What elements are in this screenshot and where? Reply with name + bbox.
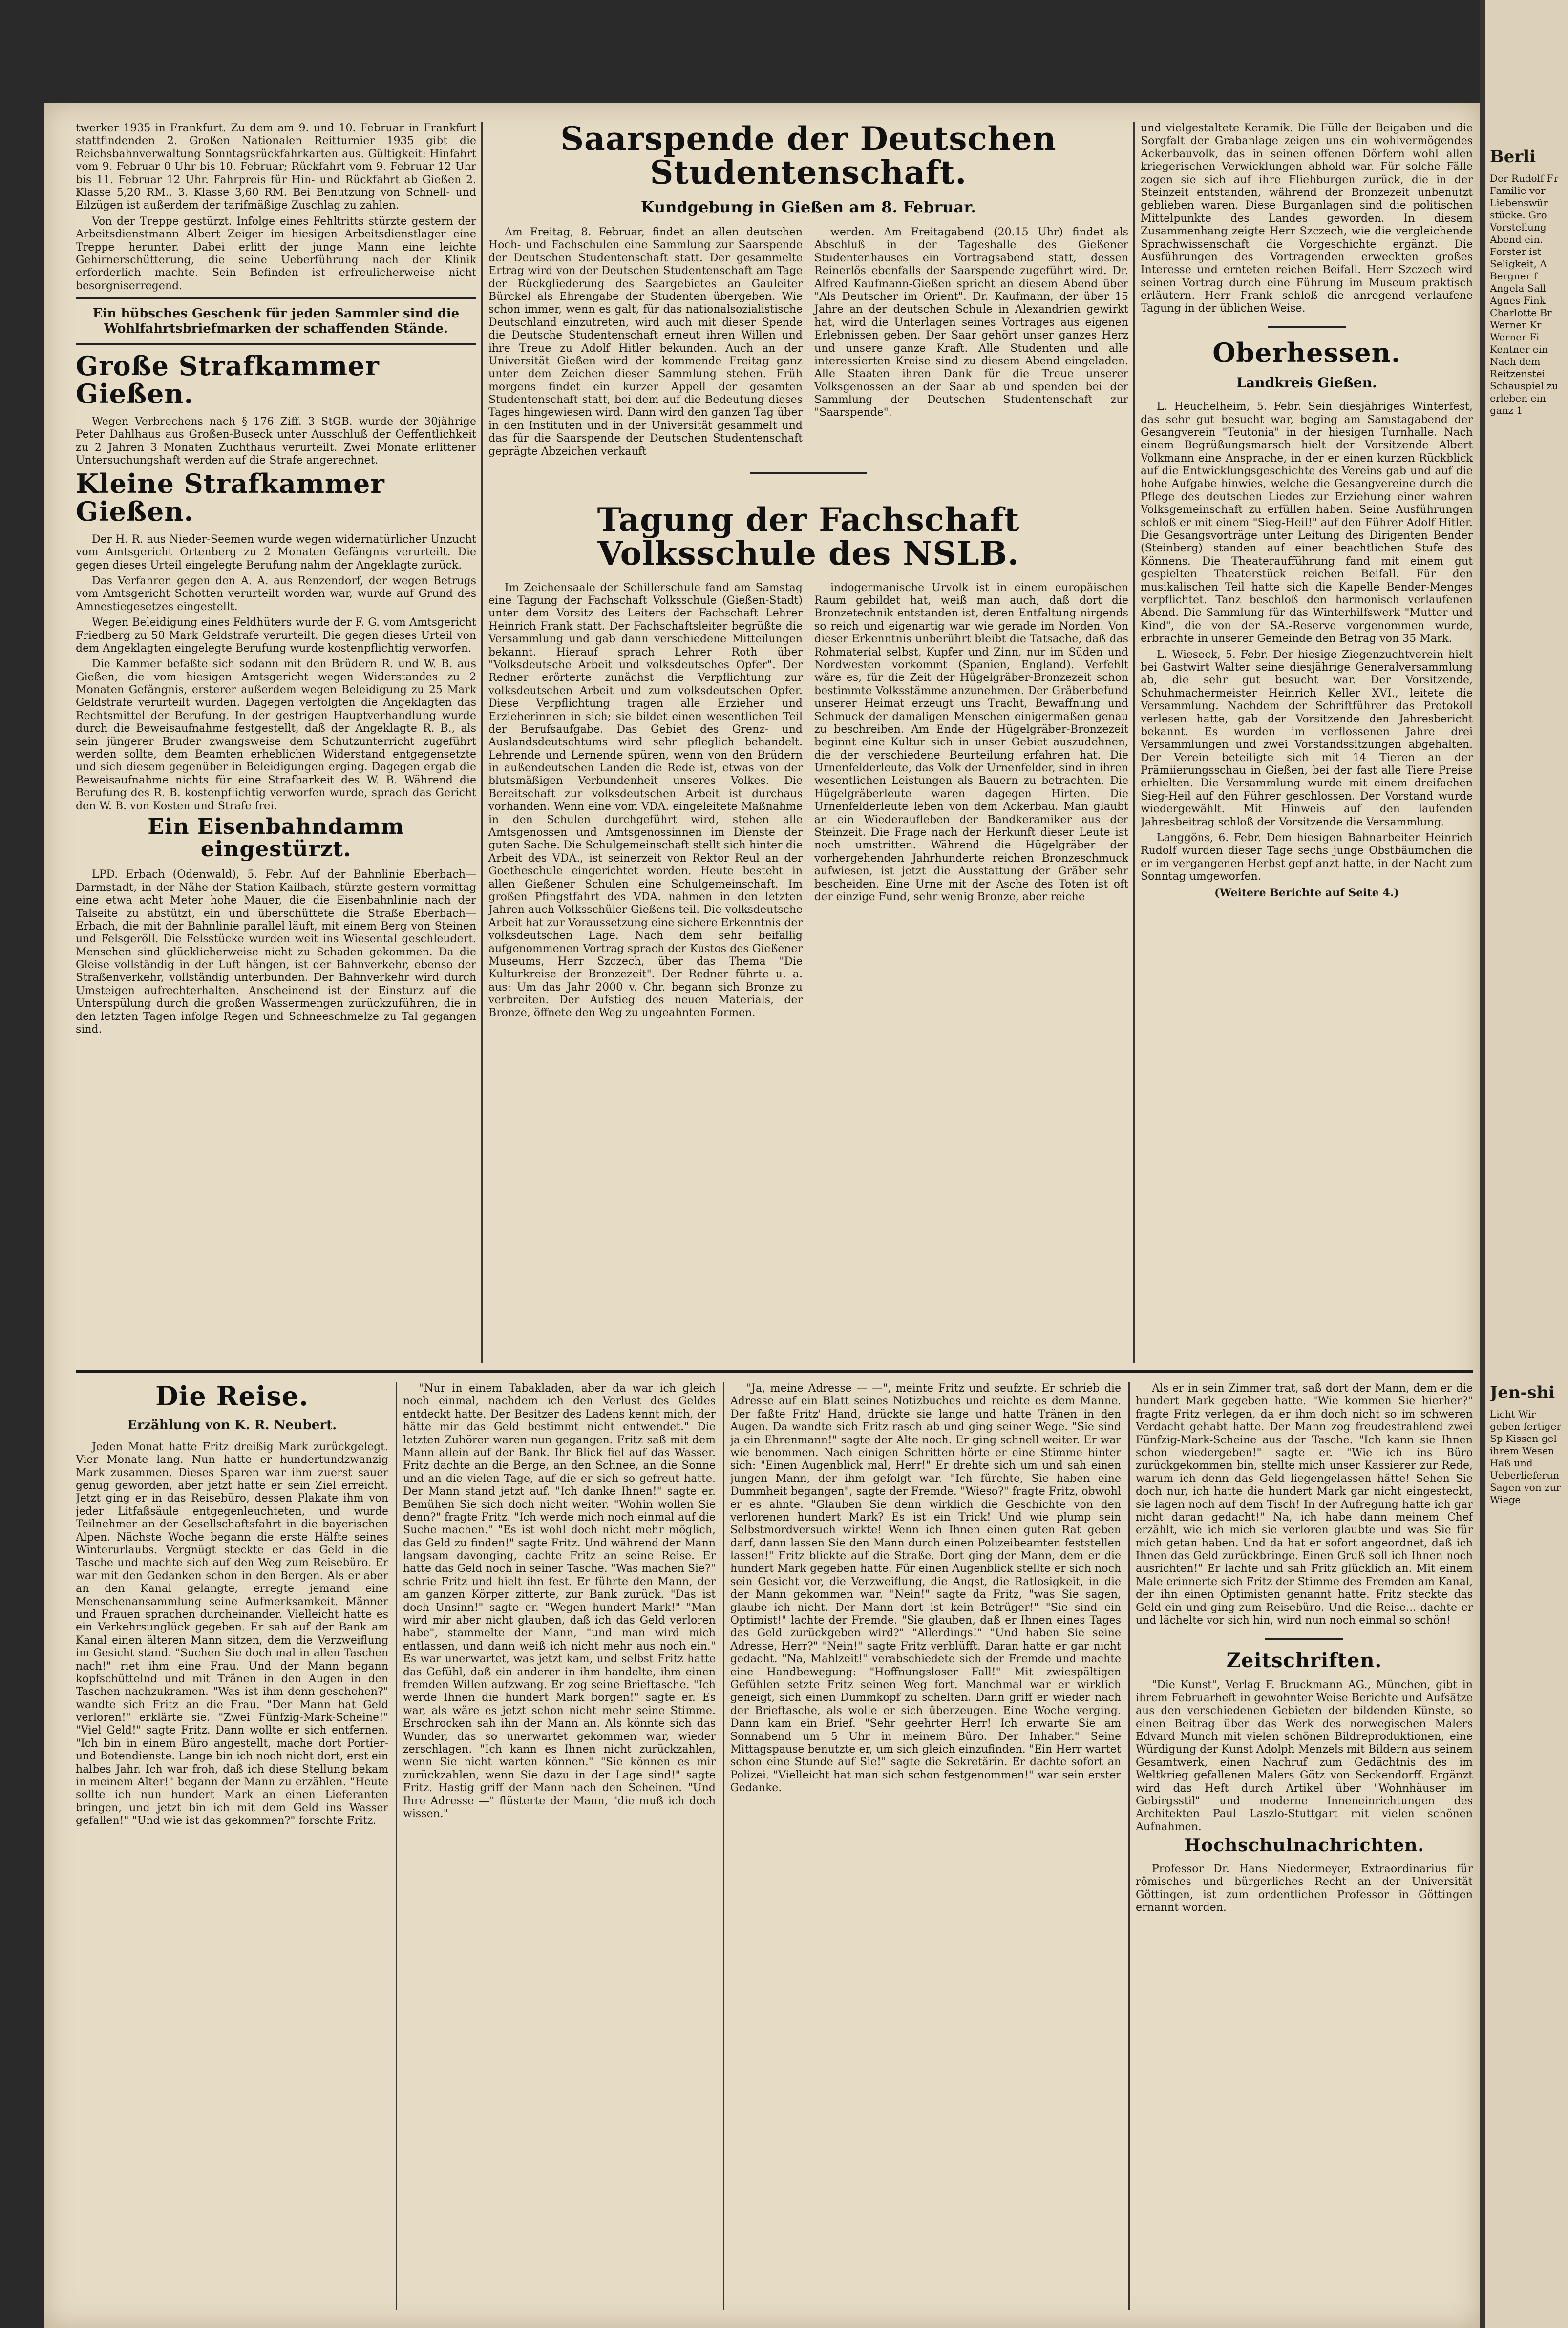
zeitschriften-text: "Die Kunst", Verlag F. Bruckmann AG., München, gibt in ihrem Februarheft in gewohnter Weise Berichte und Aufsätze aus den verschiedenen Gebieten der bildenden Künste, so einen Beitrag über das Werk des norwegischen Malers Edvard Munch mit vielen schönen Bildreproduktionen, eine Würdigung der Kunst Adolph Menzels mit Bildern aus seinem Gesamtwerk, einen Nachruf zum Gedächtnis des im Weltkrieg gefallenen Malers Götz von Seckendorff. Ergänzt wird das Heft durch Artikel über "Wohnhäuser im Gebirgsstil" und moderne Inneneinrichtungen des Architekten Paul Laszlo-Stuttgart mit vielen schönen Aufnahmen. bbox=[1136, 1679, 1473, 1833]
headline-oberhessen: Oberhessen. bbox=[1212, 337, 1401, 368]
column-1 bbox=[76, 122, 476, 1363]
saarspende-col-a: Am Freitag, 8. Februar, findet an allen deutschen Hoch- und Fachschulen eine Sammlung zur Saarspende der Deutschen Studentenschaft statt. Der gesammelte Ertrag wird von der Deutschen Studentenschaft am Tage der Rückgliederung des Saargebietes an Gauleiter Bürckel als Ehrengabe der Studenten übergeben. Wie schon immer, wenn es galt, für das nationalsozialistische Deutschland einzutreten, wird auch mit dieser Spende die Deutsche Studentenschaft erneut ihren Willen und ihre Treue zu Adolf Hitler bekunden. Auch an der Universität Gießen wird der kommende Freitag ganz unter dem Zeichen dieser Sammlung stehen. Früh morgens findet ein kurzer Appell der gesamten Studentenschaft statt, bei dem auf die Bedeutung dieses Tages hingewiesen wird. Dann wird den ganzen Tag über in den Instituten und in der Universität gesammelt und das für die Saarspende der Deutschen Studentenschaft geprägte Abzeichen verkauft bbox=[488, 226, 803, 458]
subhead-landkreis: Landkreis Gießen. bbox=[1236, 374, 1377, 391]
headline-nslb: Tagung der Fachschaft Volksschule des NSLB. bbox=[597, 503, 1020, 573]
saarspende-col-b: werden. Am Freitagabend (20.15 Uhr) findet als Abschluß in der Tageshalle des Gießener Studentenhauses ein Vortragsabend statt, dessen Reinerlös ebenfalls der Saarspende zugeführt wird. Dr. Alfred Kaufmann-Gießen spricht an diesem Abend über "Als Deutscher im Orient". Dr. Kaufmann, der über 15 Jahre an der deutschen Schule in Alexandrien gewirkt hat, wird die Unterlagen seines Vortrages aus eigenen Erlebnissen geben. Der Saar gehört unser ganzes Herz und unsere ganze Kraft. Alle Studenten und alle interessierten Kreise sind zu diesem Abend eingeladen. Alle Staaten ihren Dank für die Treue unserer Volksgenossen an der Saar ab und spenden bei der Sammlung der Deutschen Studentenschaft zur "Saarspende". bbox=[814, 226, 1128, 419]
kleine-strafkammer-text-4: Die Kammer befaßte sich sodann mit den Brüdern R. und W. B. aus Gießen, die vom hiesigen Amtsgericht wegen Widerstandes zu 2 Monaten Gefängnis, ersterer außerdem wegen Beleidigung zu 25 Mark Geldstrafe verurteilt wurden. Dagegen verfolgten die Angeklagten das Rechtsmittel der Berufung. In der gestrigen Hauptverhandlung wurde durch die Beweisaufnahme festgestellt, daß der Angeklagte R. B., als sein jüngerer Bruder zwangsweise dem Schutzunterricht zugeführt werden sollte, dem Beamten erheblichen Widerstand entgegensetzte und sich diesem gegenüber in Beleidigungen erging. Dagegen ergab die Beweisaufnahme nichts für eine Strafbarkeit des W. B. Während die Berufung des R. B. kostenpflichtig verworfen wurde, sprach das Gericht den W. B. von Kosten und Strafe frei. bbox=[76, 658, 476, 812]
nslb-article bbox=[488, 503, 1128, 1363]
hochschul-text: Professor Dr. Hans Niedermeyer, Extraordinarius für römisches und bürgerliches Recht an der Universität Göttingen, ist zum ordentlichen Professor in Göttingen ernannt worden. bbox=[1136, 1862, 1473, 1914]
divider-rule bbox=[750, 472, 867, 474]
heuchelheim-text: L. Heuchelheim, 5. Febr. Sein diesjähriges Winterfest, das sehr gut besucht war, beging am Samstagabend der Gesangverein "Teutonia" in der hiesigen Turnhalle. Nach einem Begrüßungsmarsch hielt der Vorsitzende Albert Volkmann eine Ansprache, in der er einen kurzen Rückblick auf die Entwicklungsgeschichte des Vereins gab und auf die hohe Aufgabe hinwies, welche die Gesangvereine durch die Pflege des deutschen Liedes zur Erziehung einer wahren Volksgemeinschaft zu erfüllen haben. Seine Ausführungen schloß er mit einem "Sieg-Heil!" auf den Führer Adolf Hitler. Die Gesangsvorträge unter Leitung des Dirigenten Bender (Steinberg) standen auf einer beachtlichen Stufe des Könnens. Die Theateraufführung fand mit einem gut gespielten Theaterstück reichen Beifall. Für den musikalischen Teil hatte sich die Kapelle Bender-Menges verpflichtet. Tanz beschloß den harmonisch verlaufenen Abend. Die Sammlung für das Winterhilfswerk "Mutter und Kind", die von der SA.-Reserve vorgenommen wurde, erbrachte in unserer Gemeinde den Betrag von 35 Mark. bbox=[1141, 401, 1473, 645]
column-divider-1 bbox=[481, 122, 483, 1363]
rail-ticket-notice: twerker 1935 in Frankfurt. Zu dem am 9. und 10. Februar in Frankfurt stattfindenden 2. Großen Nationalen Reitturnier 1935 gibt die Reichsbahnverwaltung Sonntagsrückfahrkarten aus. Gültigkeit: Hinfahrt vom 9. Februar 0 Uhr bis 10. Februar; Rückfahrt vom 9. Februar 12 Uhr bis 11. Februar 12 Uhr. Fahrpreis für Hin- und Rückfahrt ab Gießen 2. Klasse 5,20 RM., 3. Klasse 3,60 RM. Bei Benutzung von Schnell- und Eilzügen ist außerdem der tarifmäßige Zuschlag zu zahlen. bbox=[76, 122, 476, 212]
kleine-strafkammer-text-1: Der H. R. aus Nieder-Seemen wurde wegen widernatürlicher Unzucht vom Amtsgericht Ortenberg zu 2 Monaten Gefängnis verurteilt. Die gegen dieses Urteil eingelegte Berufung nahm der Angeklagte zurück. bbox=[76, 533, 476, 571]
eisenbahndamm-text: LPD. Erbach (Odenwald), 5. Febr. Auf der Bahnlinie Eberbach—Darmstadt, in der Nähe der Station Kailbach, stürzte gestern vormittag eine etwa acht Meter hohe Mauer, die die Eisenbahnlinie nach der Talseite zu abstützt, ein und überschüttete die Straße Eberbach—Erbach, die mit der Bahnlinie parallel läuft, mit einem Berg von Steinen und Felsgeröll. Die Felsstücke wurden weit ins Wiesental geschleudert. Menschen sind glücklicherweise nicht zu Schaden gekommen. Da die Gleise vollständig in der Luft hängen, ist der Bahnverkehr, ebenso der Straßenverkehr, vollständig unterbunden. Der Bahnverkehr wird durch Umsteigen aufrechterhalten. Anscheinend ist der Einsturz auf die Unterspülung durch die großen Wassermengen zurückzuführen, die in den letzten Tagen infolge Regen und Schneeschmelze zu Tal gegangen sind. bbox=[76, 868, 476, 1036]
headline-eisenbahndamm: Ein Eisenbahndamm eingestürzt. bbox=[148, 814, 404, 862]
divider-rule-reise bbox=[1265, 1638, 1343, 1640]
headline-die-reise: Die Reise. bbox=[155, 1382, 309, 1412]
headline-saarspende: Saarspende der Deutschen Studentenschaft. bbox=[560, 122, 1057, 192]
more-reports-note: (Weitere Berichte auf Seite 4.) bbox=[1214, 886, 1399, 899]
edge-text-bottom: Licht Wir geben fertiger Sp Kissen gel ihrem Wesen Haß und Ueberlieferun Sagen von zur Wiege bbox=[1490, 1408, 1561, 1505]
reise-col-4 bbox=[1136, 1382, 1473, 2310]
reise-text-1: Jeden Monat hatte Fritz dreißig Mark zurückgelegt. Vier Monate lang. Nun hatte er hundertundzwanzig Mark zusammen. Dieses Sparen war ihm zuerst sauer genug geworden, aber jetzt hatte er sein Ziel erreicht. Jetzt ging er in das Reisebüro, dessen Plakate ihm von jeder Litfaßsäule entgegenleuchteten, und wurde Teilnehmer an der Gesellschaftsfahrt in die bayerischen Alpen. Nächste Woche begann die erste Hälfte seines Winterurlaubs. Vergnügt steckte er das Geld in die Tasche und machte sich auf den Weg zum Reisebüro. Er war mit den Gedanken schon in den Bergen. Als er aber an den Kanal gelangte, erregte jemand eine Menschenansammlung seine Aufmerksamkeit. Männer und Frauen sprachen durcheinander. Vielleicht hatte es ein Verkehrsunglück gegeben. Er sah auf der Bank am Kanal einen älteren Mann sitzen, dem die Verzweiflung im Gesicht stand. "Suchen Sie doch mal in allen Taschen nach!" riet ihm eine Frau. Und der Mann begann kopfschüttelnd und mit Tränen in den Augen in den Taschen nachzukramen. "Was ist ihm denn geschehen?" wandte sich Fritz an die Frau. "Der Mann hat Geld verloren!" erklärte sie. "Zwei Fünfzig-Mark-Scheine!" "Viel Geld!" sagte Fritz. Dann wollte er sich entfernen. "Ich bin in einem Büro angestellt, mache dort Portier- und Botendienste. Lange bin ich noch nicht dort, erst ein halbes Jahr. Ich war froh, daß ich diese Stellung bekam in meinem Alter!" begann der Mann zu erzählen. "Heute sollte ich nun hundert Mark an einen Lieferanten bringen, und jetzt bin ich mit dem Geld ins Wasser gefallen!" "Und wie ist das gekommen?" forschte Fritz. bbox=[76, 1440, 388, 1827]
reise-text-2: "Nur in einem Tabakladen, aber da war ich gleich noch einmal, nachdem ich den Verlust des Geldes entdeckt hatte. Der Besitzer des Ladens kennt mich, der hätte mir das Geld bestimmt nicht entwendet." Die letzten Zuhörer waren nun gegangen. Fritz saß mit dem Mann allein auf der Bank. Ihr Blick fiel auf das Wasser. Fritz dachte an die Berge, an den Schnee, an die Sonne und an die vielen Tage, auf die er sich so gefreut hatte. Der Mann stand jetzt auf. "Ich danke Ihnen!" sagte er. Bemühen Sie sich doch nicht weiter. "Wohin wollen Sie denn?" fragte Fritz. "Ich werde mich noch einmal auf die Suche machen." "Es ist wohl doch nicht mehr möglich, das Geld zu finden!" sagte Fritz. Und während der Mann langsam davonging, dachte Fritz an seine Reise. Er hatte das Geld noch in seiner Tasche. "Was machen Sie?" schrie Fritz und hielt ihn fest. Er führte den Mann, der am ganzen Körper zitterte, zur Bank zurück. "Das ist doch Unsinn!" sagte er. "Wegen hundert Mark!" "Man wird mir aber nicht glauben, daß ich das Geld verloren habe", stammelte der Mann, "und man wird mich entlassen, und dann weiß ich nicht mehr aus noch ein." Es war unerwartet, was jetzt kam, und selbst Fritz hatte das Gefühl, daß ein anderer in ihm handelte, ihm einen fremden Willen aufzwang. Er zog seine Brieftasche. "Ich werde Ihnen die hundert Mark borgen!" sagte er. Es war, als wäre es jetzt schon nicht mehr seine Stimme. Erschrocken sah ihn der Mann an. Als könnte sich das Wunder, das so unerwartet gekommen war, wieder zerschlagen. "Ich kann es Ihnen nicht zurückzahlen, wenn Sie nicht warten können." "Sie können es mir zurückzahlen, wenn Sie dazu in der Lage sind!" sagte Fritz. Hastig griff der Mann nach den Scheinen. "Und Ihre Adresse —" flüsterte der Mann, "die muß ich doch wissen." bbox=[403, 1382, 716, 1820]
edge-text-top: Der Rudolf Fr Familie vor Liebenswür stücke. Gro Vorstellung Abend ein. Forster ist Seligkeit, A Bergner f Angela Sall Agnes Fink Charlotte Br Werner Kr Werner Fi Kentner ein Nach dem Reitzenstei Schauspiel zu erleben ein ganz 1 bbox=[1490, 172, 1559, 416]
headline-grosse-strafkammer: Große Strafkammer Gießen. bbox=[76, 350, 380, 410]
saarspende-article bbox=[488, 122, 1128, 498]
section-divider bbox=[76, 1370, 1473, 1373]
kleine-strafkammer-text-2: Das Verfahren gegen den A. A. aus Renzendorf, der wegen Betrugs vom Amtsgericht Schotten verurteilt worden war, wurde auf Grund des Amnestiegesetzes eingestellt. bbox=[76, 574, 476, 613]
column-divider-5 bbox=[1128, 1382, 1130, 2310]
divider-rule-right bbox=[1268, 326, 1346, 328]
kleine-strafkammer-text-3: Wegen Beleidigung eines Feldhüters wurde der F. G. vom Amtsgericht Friedberg zu 50 Mark Geldstrafe verurteilt. Die gegen dieses Urteil von dem Angeklagten eingelegte Berufung wurde kostenpflichtig verworfen. bbox=[76, 616, 476, 655]
reise-col-3 bbox=[730, 1382, 1121, 2310]
reise-col-2 bbox=[403, 1382, 716, 2310]
reise-col-1 bbox=[76, 1382, 388, 2310]
headline-kleine-strafkammer: Kleine Strafkammer Gießen. bbox=[76, 468, 385, 528]
nslb-col-a: Im Zeichensaale der Schillerschule fand am Samstag eine Tagung der Fachschaft Volksschule (Gießen-Stadt) unter dem Vorsitz des Leiters der Fachschaft Lehrer Heinrich Frank statt. Der Fachschaftsleiter begrüßte die Versammlung und gab dann verschiedene Mitteilungen bekannt. Hierauf sprach Lehrer Roth über "Volksdeutsche Arbeit und volksdeutsches Opfer". Der Redner erörterte zunächst die Verpflichtung zur volksdeutschen Arbeit und zum volksdeutschen Opfer. Diese Verpflichtung tragen alle Erzieher und Erzieherinnen in sich; sie bildet einen wesentlichen Teil der Berufsaufgabe. Das Gebiet des Grenz- und Auslandsdeutschtums wird sehr pfleglich behandelt. Lehrende und Lernende spüren, wenn von den Brüdern in außendeutschen Landen die Rede ist, etwas von der blutsmäßigen Verbundenheit unseres Volkes. Die Bereitschaft zur volksdeutschen Arbeit ist durchaus vorhanden. Wenn eine vom VDA. eingeleitete Maßnahme in den Schulen durchgeführt wird, stehen alle Amtsgenossen und Amtsgenossinnen im Dienste der guten Sache. Die Schulgemeinschaft stellt sich hinter die Arbeit des VDA., ist seinerzeit von Rektor Reul an der Goetheschule eingerichtet worden. Heute besteht in allen Gießener Schulen eine Schulgemeinschaft. Im großen Pfingstfahrt des VDA. nahmen in den letzten Jahren auch Volksschüler Gießens teil. Die volksdeutsche Arbeit hat zur Voraussetzung eine sichere Erkenntnis der volksdeutschen Lage. Nach dem sehr beifällig aufgenommenen Vortrag sprach der Kustos des Gießener Museums, Herr Szczech, über das Thema "Die Kulturkreise der Bronzezeit". Der Redner führte u. a. aus: Um das Jahr 2000 v. Chr. begann sich Bronze zu verbreiten. Der Aufstieg des neuen Materials, der Bronze, öffnete den Weg zu ungeahnten Formen. bbox=[488, 581, 803, 1019]
stair-fall-notice: Von der Treppe gestürzt. Infolge eines Fehltritts stürzte gestern der Arbeitsdienstmann Albert Zeiger im hiesigen Arbeitsdienstlager eine Treppe herunter. Dabei erlitt der junge Mann eine leichte Gehirnerschütterung, die seine Ueberführung nach der Klinik erforderlich machte. Sein Befinden ist erfreulicherweise nicht besorgniserregend. bbox=[76, 215, 476, 292]
byline-die-reise: Erzählung von K. R. Neubert. bbox=[127, 1418, 337, 1433]
grosse-strafkammer-text: Wegen Verbrechens nach § 176 Ziff. 3 StGB. wurde der 30jährige Peter Dahlhaus aus Großen-Buseck unter Ausschluß der Oeffentlichkeit zu 2 Jahren 3 Monaten Zuchthaus verurteilt. Zwei Monate erlittener Untersuchungshaft werden auf die Strafe angerechnet. bbox=[76, 415, 476, 466]
headline-zeitschriften: Zeitschriften. bbox=[1226, 1649, 1382, 1672]
edge-column-bottom bbox=[1490, 1382, 1563, 2301]
langgoens-text: Langgöns, 6. Febr. Dem hiesigen Bahnarbeiter Heinrich Rudolf wurden dieser Tage sechs junge Obstbäumchen die er im vergangenen Herbst gepflanzt hatte, in der Nacht zum Sonntag umgeworfen. bbox=[1141, 832, 1473, 883]
reise-text-4: Als er in sein Zimmer trat, saß dort der Mann, dem er die hundert Mark gegeben hatte. "Wie kommen Sie hierher?" fragte Fritz verlegen, da er ihm doch nicht so im schweren Verdacht gehabt hatte. Der Mann zog freudestrahlend zwei Fünfzig-Mark-Scheine aus der Tasche. "Ich kann sie Ihnen schon wiedergeben!" sagte er. "Wie ich ins Büro zurückgekommen bin, stellte mich unser Kassierer zur Rede, warum ich denn das Geld liegengelassen hätte! Sehen Sie doch nur, ich hatte die hundert Mark gar nicht eingesteckt, sie lagen noch auf dem Tisch! In der Aufregung hatte ich gar nicht daran gedacht!" Na, ich habe dann meinem Chef erzählt, wie ich mich sie verloren glaubte und was Sie für mich getan haben. Und da hat er sofort angeordnet, daß ich Ihnen das Geld zurückbringe. Einen Gruß soll ich Ihnen noch ausrichten!" Er lachte und sah Fritz glücklich an. Mit einem Male erinnerte sich Fritz der Stimme des Fremden am Kanal, der ihn einen Optimisten genannt hatte. Fritz steckte das Geld ein und ging zum Reisebüro. Und die Reise... dachte er und lächelte vor sich hin, wird nun noch einmal so schön! bbox=[1136, 1382, 1473, 1627]
bronze-keramik-text: und vielgestaltete Keramik. Die Fülle der Beigaben und die Sorgfalt der Grabanlage zeigen uns ein wohlvermögendes Ackerbauvolk, das in seinen offenen Dörfern wohl allen kriegerischen Verwicklungen abhold war. Für solche Fälle zogen sie sich auf ihre Fliehburgen zurück, die in der Steinzeit entstanden, während der Bronzezeit unbenutzt geblieben waren. Diese Burganlagen sind die politischen Mittelpunkte des Landes geworden. In diesem Zusammenhang zeigte Herr Szczech, wie die vergleichende Sprachwissenschaft die Vorgeschichte ergänzt. Die Ausführungen des Vortragenden erweckten großes Interesse und ernteten reichen Beifall. Herr Szczech wird seinen Vortrag durch eine Führung im Museum praktisch erläutern. Herr Frank schloß die anregend verlaufene Tagung in der üblichen Weise. bbox=[1141, 122, 1473, 315]
reise-text-3: "Ja, meine Adresse — —", meinte Fritz und seufzte. Er schrieb die Adresse auf ein Blatt seines Notizbuches und reichte es dem Manne. Der faßte Fritz' Hand, drückte sie lange und hatte Tränen in den Augen. Da wandte sich Fritz rasch ab und ging seiner Wege. "Sie sind ja ein Ehrenmann!" sagte der Alte noch. Er ging schnell weiter. Er war wie benommen. Nach einigen Schritten hörte er eine Stimme hinter sich: "Einen Augenblick mal, Herr!" Er drehte sich um und sah einen jungen Mann, der ihm gefolgt war. "Ich fürchte, Sie haben eine Dummheit begangen", sagte der Fremde. "Wieso?" fragte Fritz, obwohl er es ahnte. "Glauben Sie denn wirklich die Geschichte von den verlorenen hundert Mark? Es ist ein Trick! Und wie plump sein Selbstmordversuch wirkte! Wenn ich Ihnen einen guten Rat geben darf, dann lassen Sie den Mann durch einen Polizeibeamten feststellen lassen!" Fritz blickte auf die Straße. Dort ging der Mann, dem er die hundert Mark gegeben hatte. Für einen Augenblick stellte er sich noch sein Gesicht vor, die Verzweiflung, die Angst, die Ratlosigkeit, in die der Mann gekommen war. "Nein!" sagte da Fritz, "was Sie sagen, glaube ich nicht. Der Mann dort ist kein Betrüger!" "Sie sind ein Optimist!" lachte der Fremde. "Sie glauben, daß er Ihnen eines Tages das Geld zurückgeben wird?" "Allerdings!" "Und haben Sie seine Adresse, Herr?" "Nein!" sagte Fritz verblüfft. Daran hatte er gar nicht gedacht. "Na, Mahlzeit!" verabschiedete sich der Fremde und machte eine Handbewegung: "Hoffnungsloser Fall!" Mit zwiespältigen Gefühlen setzte Fritz seinen Weg fort. Manchmal war er wirklich geneigt, sich einen Dummkopf zu schelten. Dann griff er wieder nach der Brieftasche, als wolle er sich überzeugen. Eine Woche verging. Dann kam ein Brief. "Sehr geehrter Herr! Ich erwarte Sie am Sonnabend um 5 Uhr in meinem Büro. Der Inhaber." Seine Mittagspause benutzte er, um sich gleich einzufinden. "Ein Herr wartet schon eine Stunde auf Sie!" sagte die Sekretärin. Er dachte sofort an Polizei. "Vielleicht hat man sich schon festgenommen!" war sein erster Gedanke. bbox=[730, 1382, 1121, 1795]
subhead-saarspende: Kundgebung in Gießen am 8. Februar. bbox=[640, 197, 976, 216]
wieseck-text: L. Wieseck, 5. Febr. Der hiesige Ziegenzuchtverein hielt bei Gastwirt Walter seine diesjährige Generalversammlung ab, die sehr gut besucht war. Der Vorsitzende, Schuhmachermeister Heinrich Keller XVI., leitete die Versammlung. Nachdem der Schriftführer das Protokoll verlesen hatte, gab der Vorsitzende den Jahresbericht bekannt. Es wurden im verflossenen Jahre drei Versammlungen und zwei Vorstandssitzungen abgehalten. Der Verein beteiligte sich mit 14 Tieren an der Prämiierungsschau in Gießen, bei der fast alle Tiere Preise erhielten. Die Versammlung wurde mit einem dreifachen Sieg-Heil auf den Führer geschlossen. Der Vorstand wurde wiedergewählt. Mit Hinweis auf den laufenden Jahresbeitrag schloß der Vorsitzende die Versammlung. bbox=[1141, 648, 1473, 828]
edge-headline-bottom: Jen-shi bbox=[1490, 1383, 1555, 1402]
column-divider-4 bbox=[723, 1382, 724, 2310]
edge-column-top bbox=[1490, 147, 1563, 1338]
stamp-collector-box: Ein hübsches Geschenk für jeden Sammler sind die Wohlfahrtsbriefmarken der schaffenden Stände. bbox=[76, 297, 476, 345]
edge-headline-top: Berli bbox=[1490, 147, 1536, 167]
column-divider-2 bbox=[1133, 122, 1135, 1363]
nslb-col-b: indogermanische Urvolk ist in einem europäischen Raum gebildet hat, weiß man auch, daß dort die Bronzetechnik entstanden ist, deren Entfaltung nirgends so reich und eigenartig war wie gerade im Norden. Von dieser Erkenntnis unberührt bleibt die Tatsache, daß das Rohmaterial selbst, Kupfer und Zinn, nur im Süden und Nordwesten vorkommt (Spanien, England). Verfehlt wäre es, für die Zeit der Hügelgräber-Bronzezeit schon bestimmte Volksstämme anzunehmen. Der Gräberbefund unserer Heimat erzeugt uns Tracht, Bewaffnung und Schmuck der damaligen Menschen einigermaßen genau zu beschreiben. Am Ende der Hügelgräber-Bronzezeit beginnt eine Kultur sich in unser Gebiet auszudehnen, die der verschiedene Beurteilung erfahren hat. Die Urnenfelderleute, das Volk der Urnenfelder, sind in ihren wesentlichen Leistungen als Bauern zu betrachten. Die Hügelgräberleute waren dagegen Hirten. Die Urnenfelderleute leben von dem Ackerbau. Man glaubt an ein Wiederaufleben der Bandkeramiker aus der Steinzeit. Die Frage nach der Herkunft dieser Leute ist noch umstritten. Während die Hügelgräber der vorhergehenden Jahrhunderte reichen Bronzeschmuck aufwiesen, ist jetzt die Ausstattung der Gräber sehr bescheiden. Eine Urne mit der Asche des Toten ist oft der einzige Fund, sehr wenig Bronze, aber reiche bbox=[814, 581, 1128, 903]
headline-hochschulnachrichten: Hochschulnachrichten. bbox=[1184, 1835, 1424, 1856]
column-right bbox=[1141, 122, 1473, 1363]
column-divider-3 bbox=[396, 1382, 397, 2310]
